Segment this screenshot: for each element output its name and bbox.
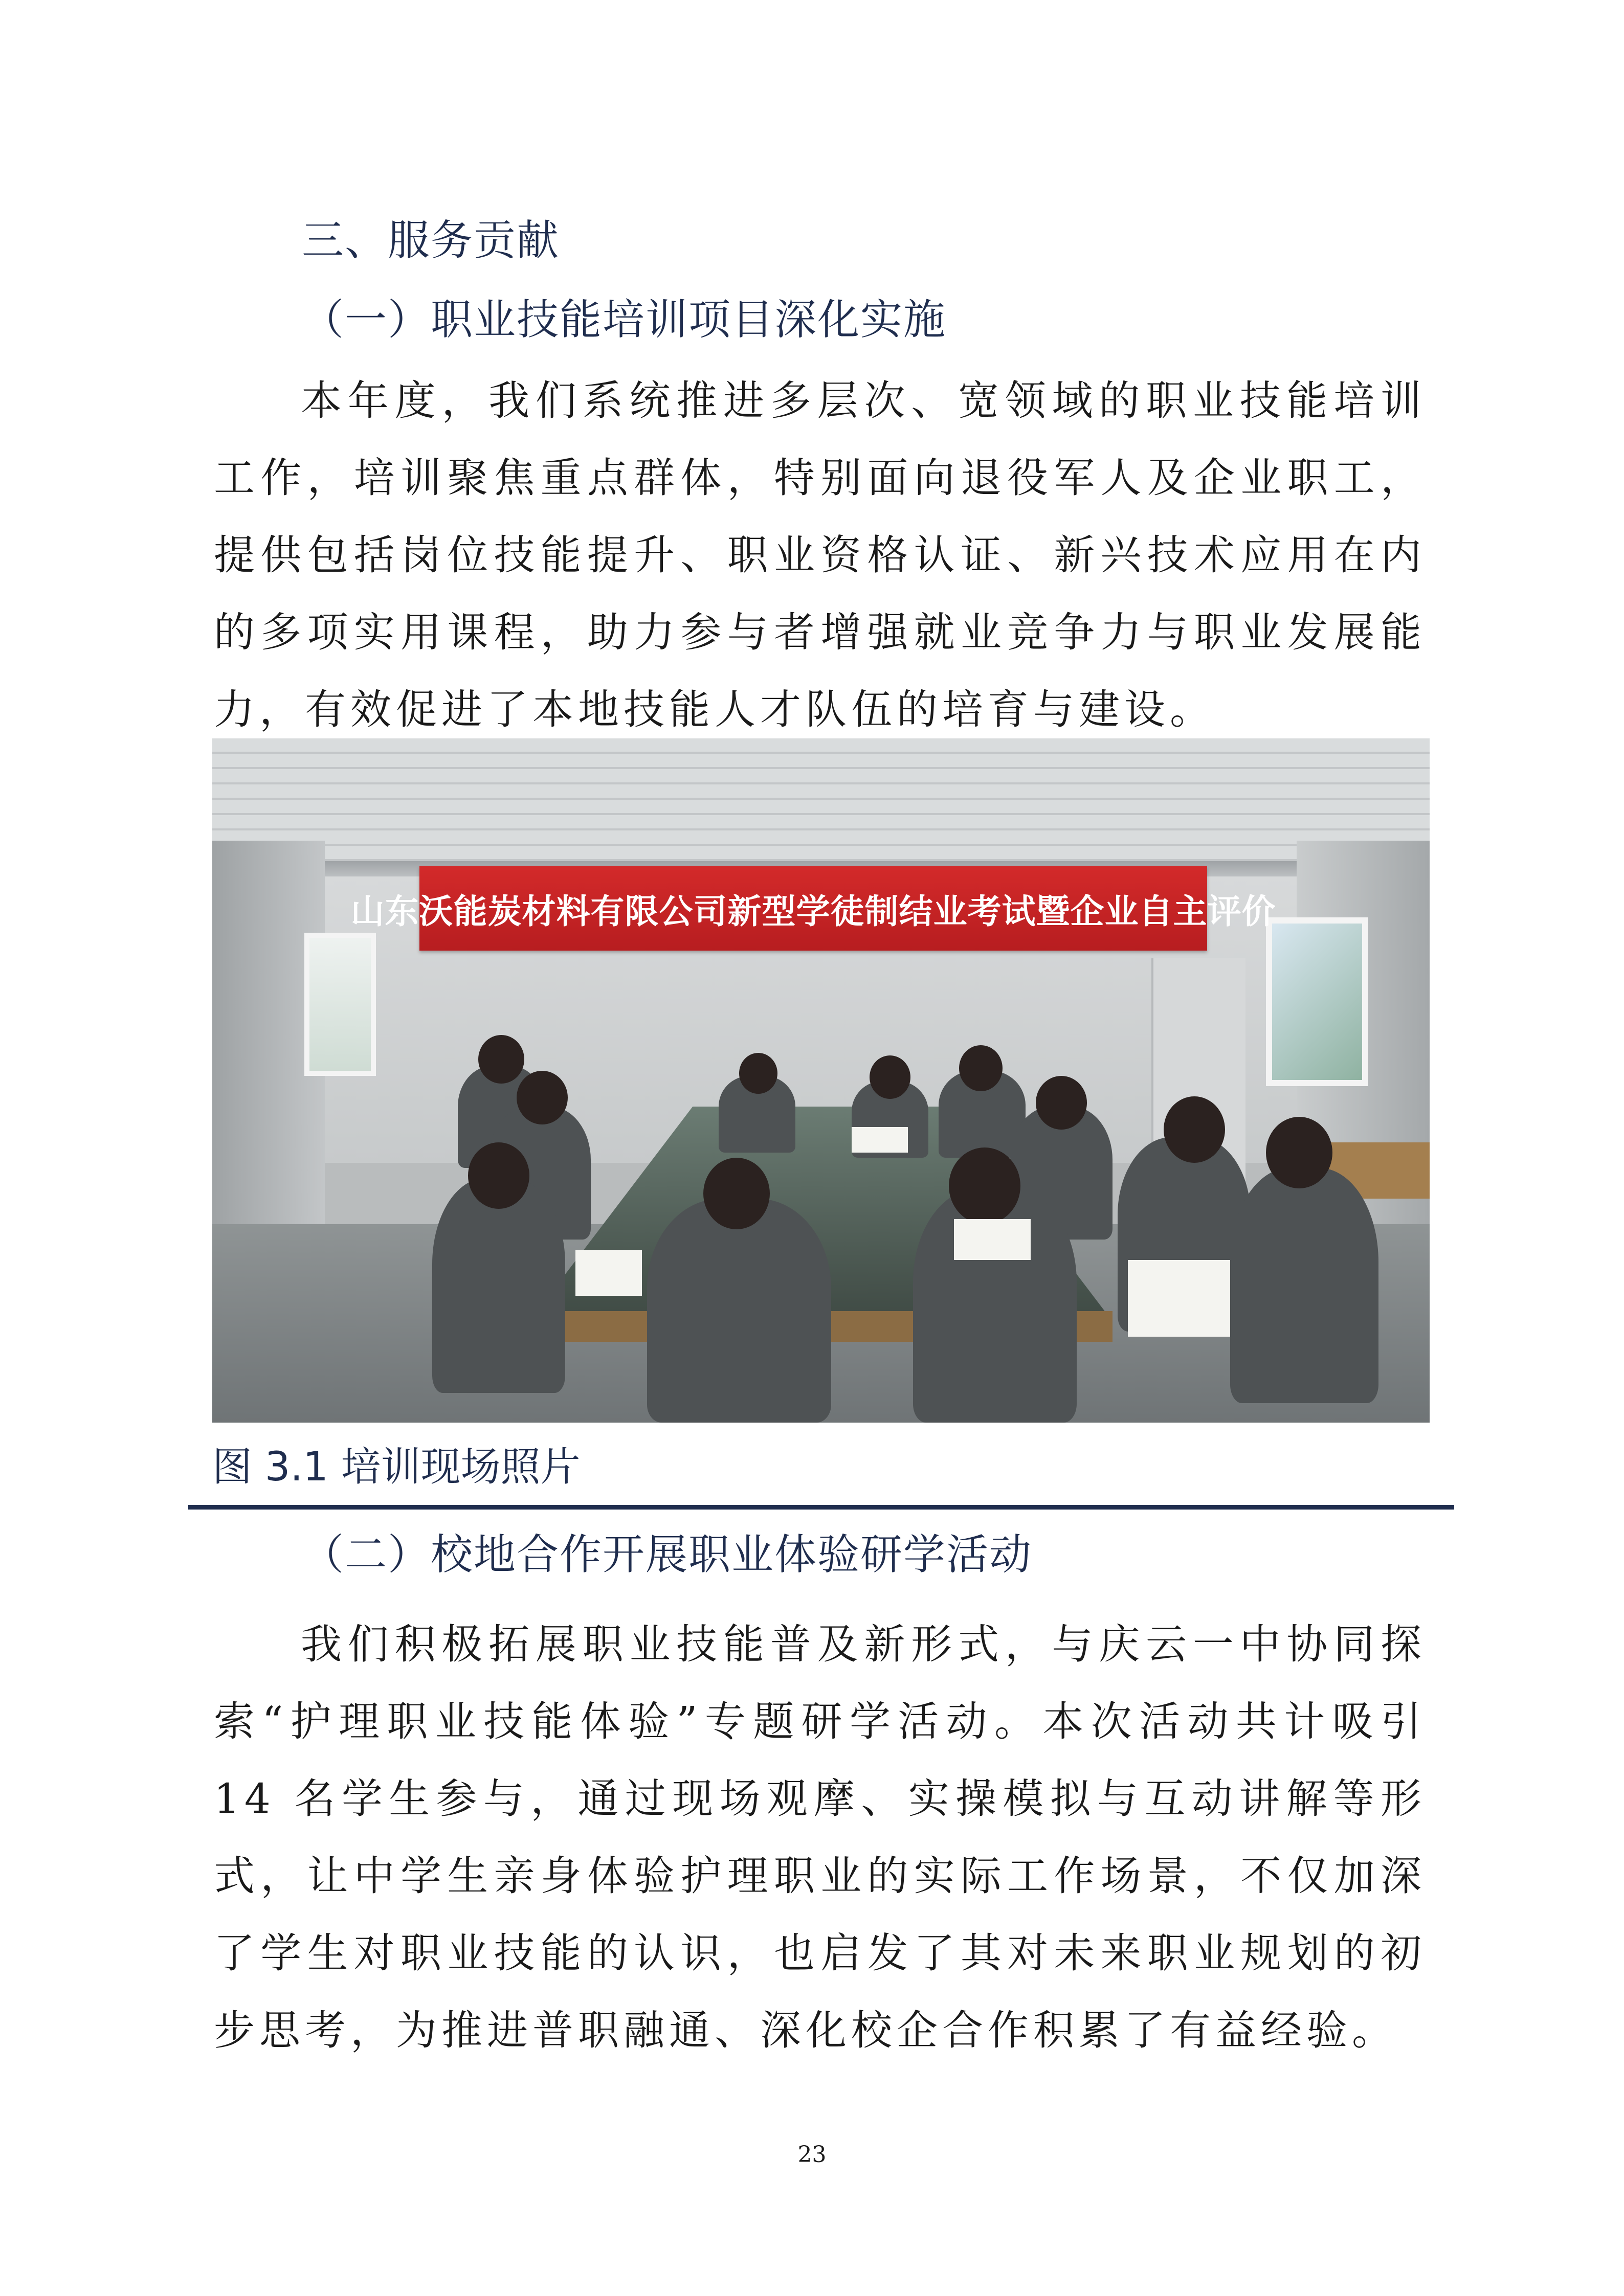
photo-paper [575, 1250, 642, 1296]
photo-person-head [1036, 1076, 1087, 1130]
photo-person [432, 1178, 565, 1393]
photo-banner [350, 866, 1276, 951]
photo-person-head [949, 1147, 1020, 1224]
photo-paper [852, 1127, 908, 1153]
photo-person [1230, 1168, 1378, 1403]
photo-person [647, 1199, 831, 1423]
subsection-1-heading: （一）职业技能培训项目深化实施 [302, 296, 947, 344]
banner-text: 山东沃能炭材料有限公司新型学徒制结业考试暨企业自主评价 [350, 892, 1276, 931]
photo-person-head [517, 1071, 568, 1124]
photo-person-head [870, 1055, 910, 1099]
photo-paper [954, 1219, 1031, 1260]
photo-person-head [478, 1035, 524, 1084]
page-number: 23 [797, 2142, 827, 2168]
subsection-2-heading: （二）校地合作开展职业体验研学活动 [302, 1530, 1033, 1579]
photo-left-window [304, 933, 376, 1076]
photo-person-head [703, 1158, 770, 1229]
photo-person-head [1266, 1117, 1332, 1188]
photo-person-head [468, 1142, 529, 1209]
section-heading: 三、服务贡献 [302, 216, 560, 265]
photo-person-head [959, 1045, 1003, 1091]
photo-person-head [739, 1053, 777, 1094]
photo-ceiling [212, 738, 1430, 871]
figure-caption: 图 3.1 培训现场照片 [212, 1444, 581, 1490]
subsection-1-paragraph: 本年度，我们系统推进多层次、宽领域的职业技能培训工作，培训聚焦重点群体，特别面向退役军人及企业职工，提供包括岗位技能提升、职业资格认证、新兴技术应用在内的多项实用课程，助力参与者增强就业竞争力与职业发展能力，有效促进了本地技能人才队伍的培育与建设。 [214, 377, 1426, 733]
photo-right-window [1266, 917, 1368, 1086]
photo-person-head [1164, 1096, 1225, 1163]
training-site-photo [212, 738, 1430, 1423]
photo-paper [1128, 1260, 1230, 1337]
caption-rule [188, 1505, 1454, 1510]
subsection-2-paragraph: 我们积极拓展职业技能普及新形式，与庆云一中协同探索“护理职业技能体验”专题研学活动。本次活动共计吸引 14 名学生参与，通过现场观摩、实操模拟与互动讲解等形式，让中学生亲身体验护理职业的实际工作场景，不仅加深了学生对职业技能的认识，也启发了其对未来职业规划的初步思考，为推进普职融通、深化校企合作积累了有益经验。 [214, 1620, 1426, 2054]
